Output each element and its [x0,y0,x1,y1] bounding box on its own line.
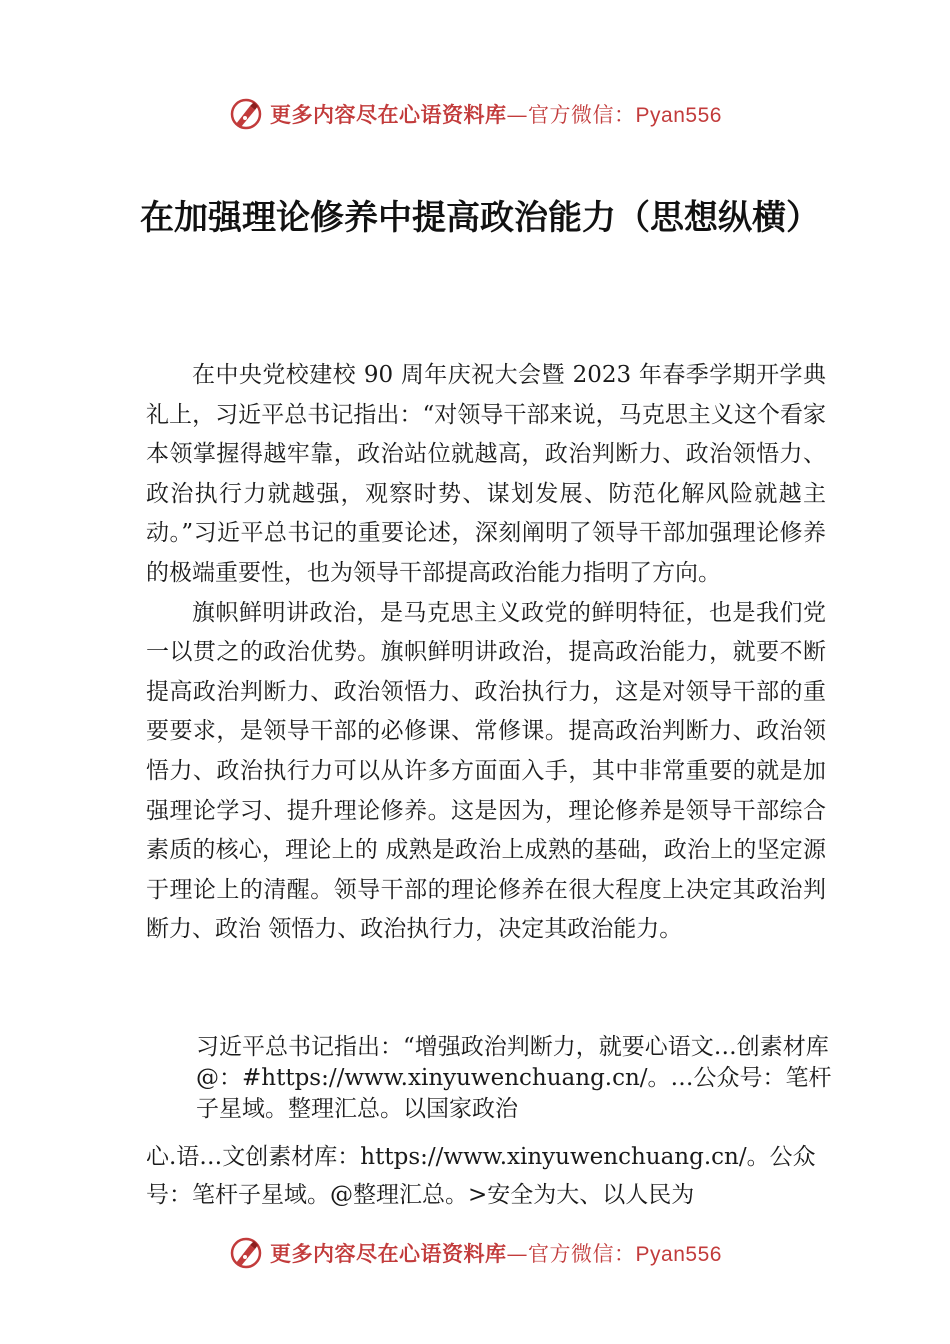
pen-nib-logo-icon [228,1235,264,1271]
paragraph: 在中央党校建校 90 周年庆祝大会暨 2023 年春季学期开学典礼上，习近平总书记指出：“对领导干部来说，马克思主义这个看家本领掌握得越牢靠，政治站位就越高，政治判断力、政治领悟力、政治执行力就越强，观察时势、谋划发展、防范化解风险就越主动。”习近平总书记的重要论述，深刻阐明了领导干部加强理论修养的极端重要性，也为领导干部提高政治能力指明了方向。 [146,362,826,586]
banner-main-text: 更多内容尽在心语资料库 [270,102,507,127]
banner-wechat-id: Pyan556 [635,1243,722,1266]
quote-paragraph: 习近平总书记指出：“增强政治判断力，就要心语文…创素材库@：#https://www.xinyuwenchuang.cn/。…公众号：笔杆子星域。整理汇总。以国家政治 [196,1034,832,1122]
banner-wechat-label: 官方微信： [528,1242,636,1266]
banner-separator: — [506,103,529,127]
header-watermark-banner [0,94,950,134]
banner-wechat-id: Pyan556 [635,104,722,127]
banner-wechat-label: 官方微信： [528,103,636,127]
pen-nib-logo-icon [228,96,264,132]
paragraph: 旗帜鲜明讲政治，是马克思主义政党的鲜明特征，也是我们党一以贯之的政治优势。旗帜鲜明讲政治，提高政治能力，就要不断提高政治判断力、政治领悟力、政治执行力，这是对领导干部的重要要求，是领导干部的必修课、常修课。提高政治判断力、政治领悟力、政治执行力可以从许多方面面入手，其中非常重要的就是加强理论学习、提升理论修养。这是因为，理论修养是领导干部综合素质的核心，理论上的 成熟是政治上成熟的基础，政治上的坚定源于理论上的清醒。领导干部的理论修养在很大程度上决定其政治判断力、政治 领悟力、政治执行力，决定其政治能力。 [146,599,826,943]
banner-text [270,1238,722,1268]
banner-separator: — [506,1242,529,1266]
footer-watermark-banner [0,1233,950,1273]
document-title: 在加强理论修养中提高政治能力（思想纵横） [140,198,820,238]
document-body [146,356,826,950]
banner-main-text: 更多内容尽在心语资料库 [270,1241,507,1266]
banner-text [270,99,722,129]
tail-paragraph: 心.语…文创素材库：https://www.xinyuwenchuang.cn/。公众号：笔杆子星域。@整理汇总。>安全为大、以人民为 [146,1144,816,1208]
